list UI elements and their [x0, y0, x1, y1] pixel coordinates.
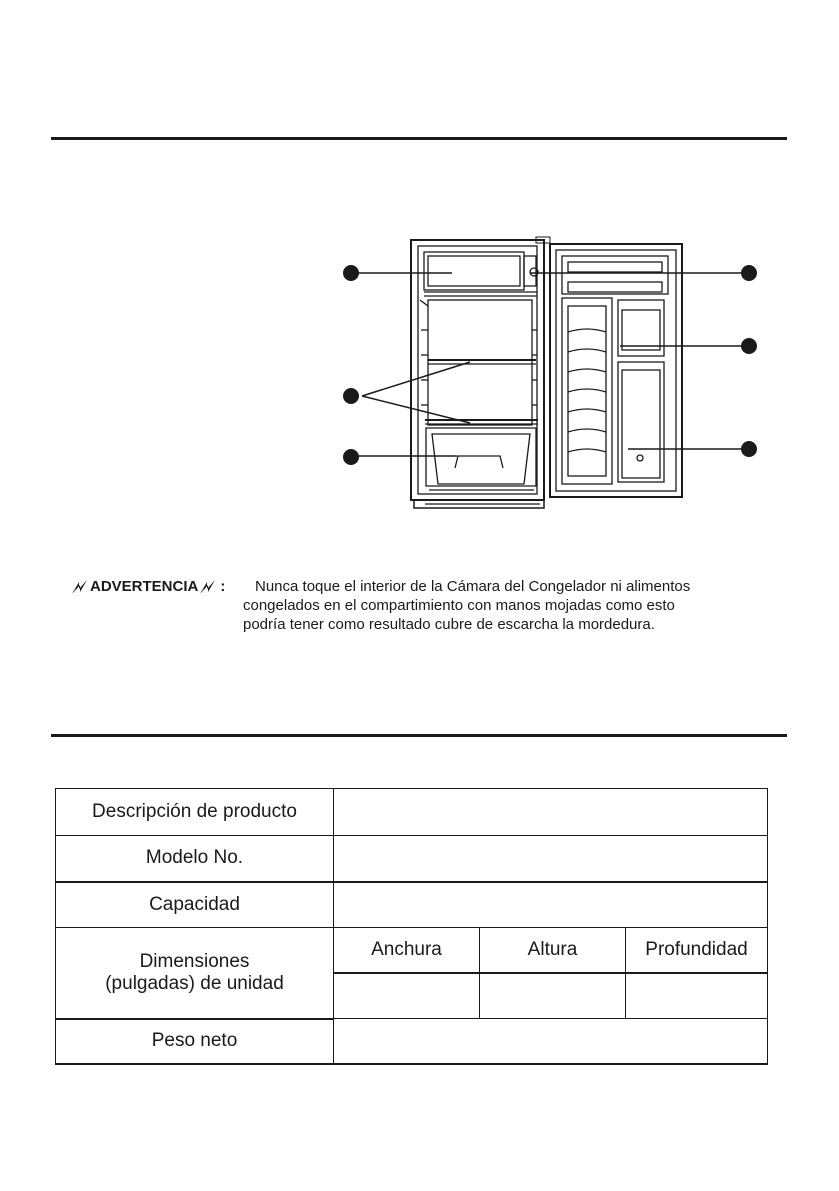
callout-dot-6 — [741, 441, 757, 457]
model-no-label: Modelo No. — [56, 836, 334, 882]
section-divider — [51, 734, 787, 737]
depth-header: Profundidad — [626, 928, 768, 973]
net-weight-label: Peso neto — [56, 1019, 334, 1064]
table-row — [56, 882, 768, 928]
warning-heading-text: ADVERTENCIA — [90, 578, 199, 595]
table-row — [56, 789, 768, 836]
callout-dot-1 — [343, 265, 359, 281]
warning-line: podría tener como resultado cubre de escarcha la mordedura. — [243, 616, 655, 633]
height-value — [480, 973, 626, 1019]
warning-line: Nunca toque el interior de la Cámara del Congelador ni alimentos — [255, 578, 691, 595]
dimensions-label — [56, 928, 334, 1019]
specs-table — [55, 788, 768, 1065]
capacity-value — [334, 882, 768, 928]
table-row — [56, 928, 768, 973]
model-no-value — [334, 836, 768, 882]
refrigerator-interior-diagram — [0, 0, 839, 560]
table-row — [56, 836, 768, 882]
width-value — [334, 973, 480, 1019]
warning-text — [243, 577, 690, 634]
warning-bolt-icon — [198, 578, 218, 596]
product-description-label: Descripción de producto — [56, 789, 334, 836]
warning-heading — [70, 577, 225, 596]
dimensions-label-line1: Dimensiones — [139, 950, 250, 972]
product-description-value — [334, 789, 768, 836]
width-header: Anchura — [334, 928, 480, 973]
depth-value — [626, 973, 768, 1019]
callout-dot-4 — [741, 265, 757, 281]
warning-bolt-icon — [70, 578, 90, 596]
net-weight-value — [334, 1019, 768, 1064]
callout-dot-3 — [343, 449, 359, 465]
capacity-label: Capacidad — [56, 882, 334, 928]
warning-line: congelados en el compartimiento con manos mojadas como esto — [243, 597, 675, 614]
callout-dot-5 — [741, 338, 757, 354]
dimensions-label-line2: (pulgadas) de unidad — [105, 972, 284, 994]
height-header: Altura — [480, 928, 626, 973]
callout-dot-2 — [343, 388, 359, 404]
warning-colon: : — [220, 578, 226, 595]
table-row — [56, 1019, 768, 1064]
